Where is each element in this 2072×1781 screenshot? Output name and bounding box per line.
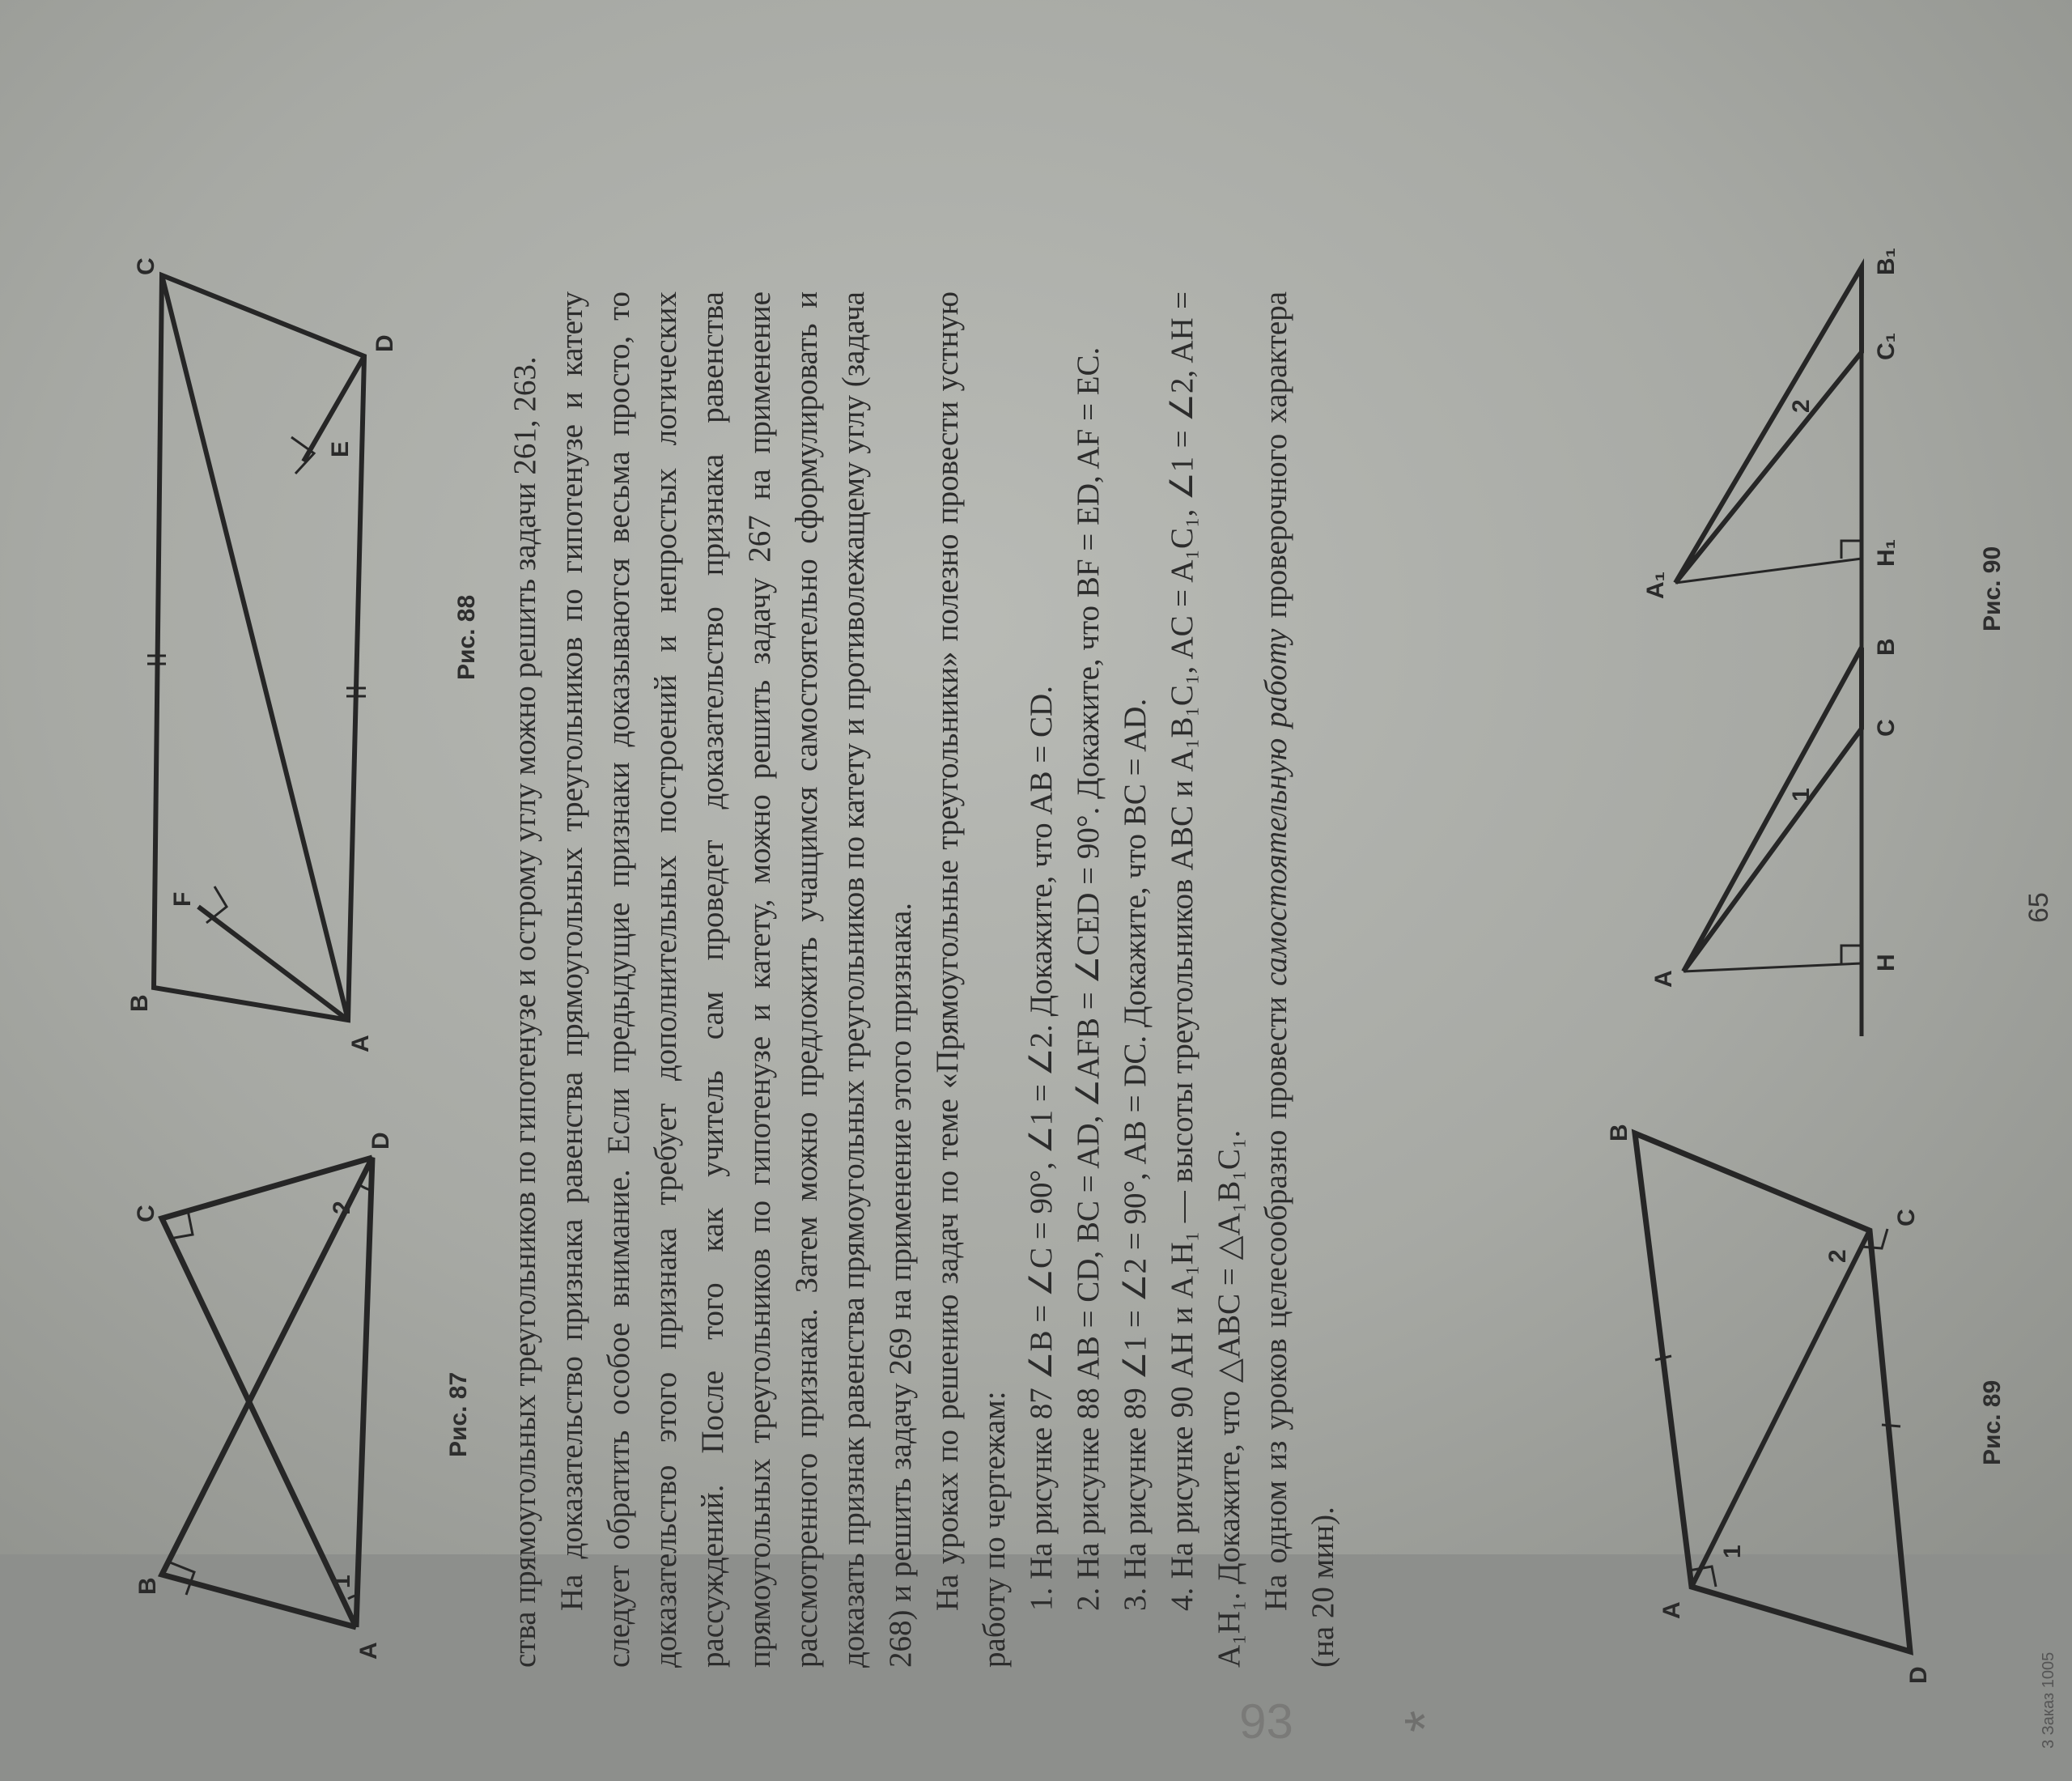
body-text (502, 291, 1347, 1668)
fig90-label-B: B (1873, 638, 1900, 656)
fig90-label-A: A (1650, 970, 1677, 988)
paragraph-5-italic: самостоятельную работу (1259, 628, 1293, 986)
figure-87 (130, 1125, 421, 1676)
fig88-label-D: D (372, 334, 398, 352)
fig88-label-F: F (169, 891, 196, 907)
fig89-label-D: D (1905, 1666, 1932, 1684)
figure-88 (121, 227, 437, 1069)
fig87-label-D: D (367, 1132, 394, 1150)
paragraph-5-start: На одном из уроков целесообразно провести (1259, 985, 1293, 1611)
fig88-caption: Рис. 88 (453, 594, 480, 680)
fig89-label-B: B (1606, 1124, 1633, 1141)
fig87-label-1: 1 (329, 1575, 355, 1588)
figure-89 (1603, 1117, 1951, 1684)
fig87-label-C: C (133, 1205, 159, 1222)
paragraph-2: На доказательство признака равенства прямоугольных треугольников по гипотенузе и катету следует обратить особое внимание. Если предыдущие признаки доказываются весьма просто, то доказательство этого признака требует дополнительных построений и непростых логических рассуждений. После того как учитель сам проведет доказательство признака равенства прямоугольных треугольников по гипотенузе и катету, можно решить задачу 267 на применение рассмотренного признака. Затем можно предложить учащимся самостоятельно сформулировать и доказать признак равенства прямоугольных треугольников по катету и противолежащему углу (задача 268) и решить задачу 269 на применение этого признака. (554, 291, 918, 1668)
fig90-label-C1: C₁ (1873, 332, 1900, 360)
fig87-label-A: A (355, 1642, 382, 1660)
fig90-label-C: C (1873, 719, 1900, 737)
exercise-4: 4. На рисунке 90 AH и A₁H₁ — высоты треугольников ABC и A₁B₁C₁, AC = A₁C₁, ∠1 = ∠2, AH = A₁H₁. Докажите, что △ABC = △A₁B₁C₁. (1165, 291, 1246, 1668)
fig87-label-2: 2 (329, 1201, 355, 1214)
fig88-label-A: A (347, 1035, 374, 1052)
fig89-caption: Рис. 89 (1979, 1379, 2006, 1465)
paragraph-5 (1253, 291, 1347, 1668)
handwritten-margin-note: 93 (1239, 1694, 1293, 1749)
fig87-label-B: B (134, 1577, 161, 1595)
paragraph-1: ства прямоугольных треугольников по гипотенузе и острому углу можно решить задачи 261, 263. (507, 356, 542, 1668)
fig88-label-E: E (327, 440, 354, 457)
paragraph-3: На уроках по решению задач по теме «Прямоугольные треугольники» полезно провести устную работу по чертежам: (930, 291, 1012, 1668)
fig90-label-1: 1 (1788, 788, 1815, 801)
exercise-3: 3. На рисунке 89 ∠1 = ∠2 = 90°, AB = DC. Докажите, что BC = AD. (1118, 698, 1153, 1611)
fig89-label-2: 2 (1824, 1249, 1851, 1263)
paragraph-5-end: проверочного характера (на 20 мин). (1259, 291, 1340, 1668)
fig90-label-B1: B₁ (1873, 247, 1900, 275)
page-number: 65 (2023, 892, 2054, 923)
exercise-1: 1. На рисунке 87 ∠B = ∠C = 90°, ∠1 = ∠2. Докажите, что AB = CD. (1024, 686, 1059, 1611)
textbook-page (65, 227, 2072, 1781)
fig89-label-1: 1 (1719, 1545, 1746, 1558)
fig90-label-H: H (1873, 954, 1900, 971)
fig89-label-C: C (1893, 1209, 1920, 1226)
handwritten-star: * (1393, 1710, 1456, 1732)
fig88-label-B: B (126, 994, 153, 1012)
exercise-2: 2. На рисунке 88 AB = CD, BC = AD, ∠AFB = ∠CED = 90°. Докажите, что BF = ED, AF = EC. (1071, 346, 1106, 1611)
fig90-label-H1: H₁ (1873, 538, 1900, 567)
figure-90 (1619, 227, 1942, 1069)
fig89-label-A: A (1658, 1601, 1685, 1619)
printer-footer: 3 Заказ 1005 (2040, 1651, 2057, 1749)
fig90-label-A1: A₁ (1642, 571, 1669, 599)
fig87-caption: Рис. 87 (445, 1371, 472, 1457)
rotated-page (65, 227, 2072, 1781)
fig88-label-C: C (133, 257, 159, 275)
fig90-caption: Рис. 90 (1979, 546, 2006, 631)
fig90-label-2: 2 (1788, 399, 1815, 413)
